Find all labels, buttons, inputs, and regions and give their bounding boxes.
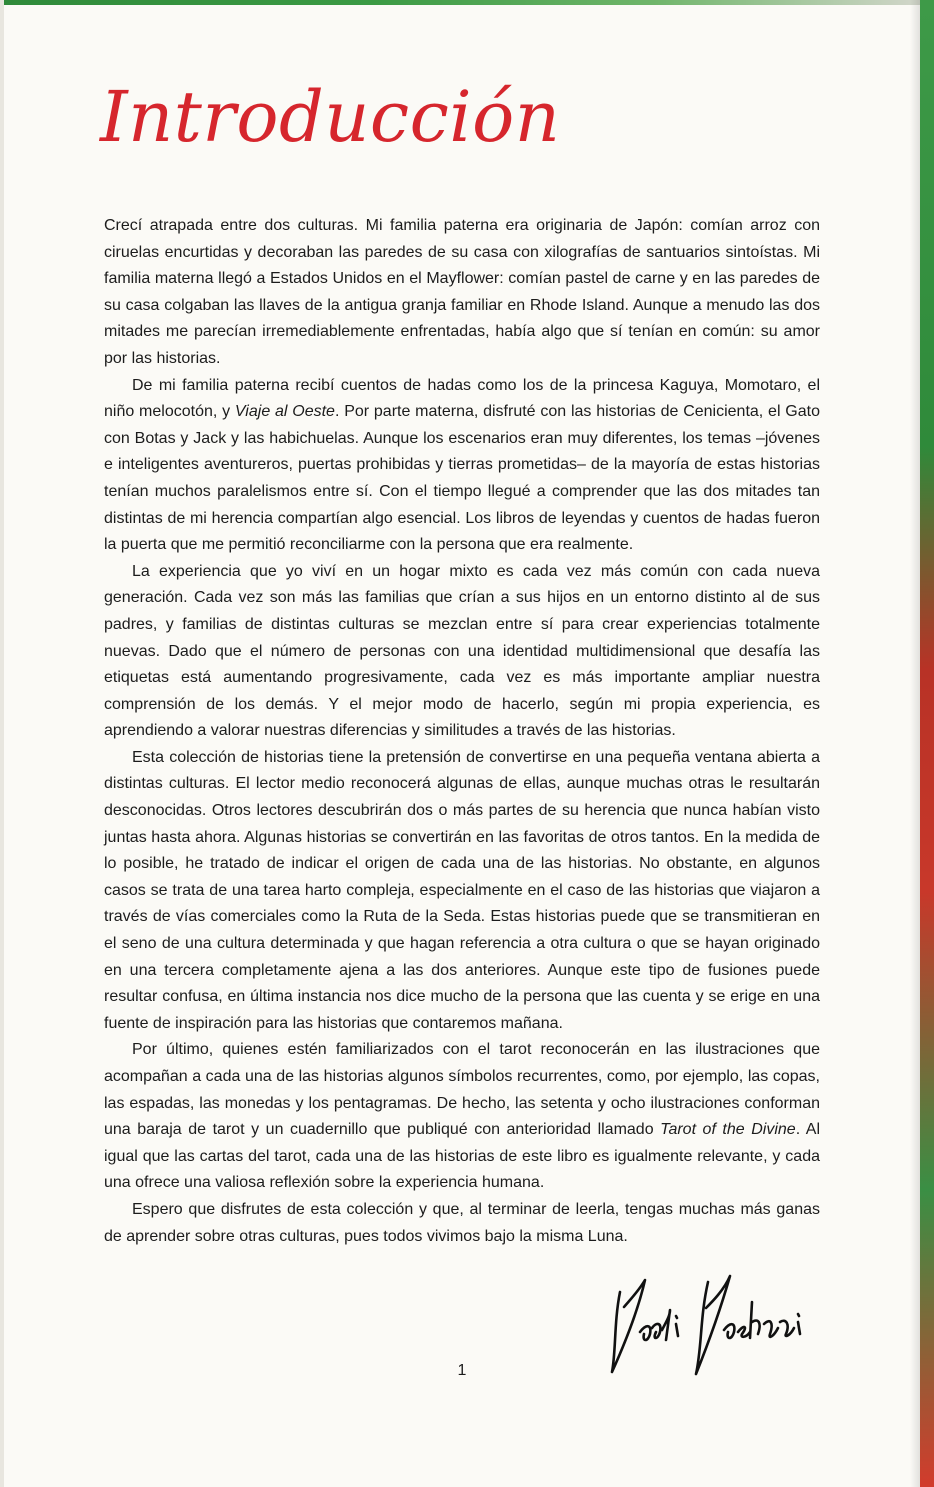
author-signature [600,1262,820,1382]
body-paragraph [104,745,820,1038]
body-text [104,213,820,1250]
body-paragraph [104,373,820,559]
body-paragraph [104,559,820,745]
paragraph-text: Esta colección de historias tiene la pretensión de convertirse en una pequeña ventana abierta a distintas culturas. El lector medio reconocerá algunas de ellas, aunque muchas otras le resultarán desconocidas. Otros lectores descubrirán dos o más partes de su herencia que nunca habían visto juntas hasta ahora. Algunas historias se convertirán en las favoritas de otros tantos. En la medida de lo posible, he tratado de indicar el origen de cada una de las historias. No obstante, en algunos casos se trata de una tarea harto compleja, especialmente en el caso de las historias que viajaron a través de vías comerciales como la Ruta de la Seda. Estas historias puede que se transmitieran en el seno de una cultura determinada y que hagan referencia a otra cultura o que se hayan originado en una tercera completamente ajena a las dos anteriores. Aunque este tipo de fusiones puede resultar confusa, en última instancia nos dice mucho de la persona que las cuenta y se erige en una fuente de inspiración para las historias que contaremos mañana. [104,748,820,1032]
italic-title: Viaje al Oeste [234,403,335,421]
paragraph-text: . Al igual que las cartas del tarot, cada una de las historias de este libro es igualmente relevante, y cada una ofrece una valiosa reflexión sobre la experiencia humana. [104,1121,821,1192]
paragraph-text: Por último, quienes estén familiarizados con el tarot reconocerán en las ilustraciones que acompañan a cada una de las historias algunos símbolos recurrentes, como, por ejemplo, las copas, las espadas, las monedas y los pentagramas. De hecho, las setenta y ocho ilustraciones conforman una baraja de tarot y un cuadernillo que publiqué con anterioridad llamado [104,1041,820,1139]
cover-edge-top [0,0,934,5]
page-title: Introducción [100,76,561,158]
paragraph-text: La experiencia que yo viví en un hogar mixto es cada vez más común con cada nueva generación. Cada vez son más las familias que crían a sus hijos en un entorno distinto al de sus padres, y familias de distintas culturas se mezclan entre sí para crear experiencias totalmente nuevas. Dado que el número de personas con una identidad multidimensional que desafía las etiquetas está aumentando progresivamente, cada vez es más importante ampliar nuestra comprensión de los demás. Y el mejor modo de hacerlo, según mi propia experiencia, es aprendiendo a valorar nuestras diferencias y similitudes a través de las historias. [104,562,820,740]
paragraph-text: Crecí atrapada entre dos culturas. Mi familia paterna era originaria de Japón: comían arroz con ciruelas encurtidas y decoraban las paredes de su casa con xilografías de santuarios sintoístas. Mi familia materna llegó a Estados Unidos en el Mayflower: comían pastel de carne y en las paredes de su casa colgaban las llaves de la antigua granja familiar en Rhode Island. Aunque a menudo las dos mitades me parecían irremediablemente enfrentadas, había algo que sí tenían en común: su amor por las historias. [104,217,820,367]
cover-edge-right [920,0,934,1487]
page-gutter-shadow [910,0,920,1487]
paragraph-text: . Por parte materna, disfruté con las historias de Cenicienta, el Gato con Botas y Jack y las habichuelas. Aunque los escenarios eran muy diferentes, los temas –jóvenes e inteligentes aventureros, puertas prohibidas y tierras prometidas– de la mayoría de estas historias tenían muchos paralelismos entre sí. Con el tiempo llegué a comprender que las dos mitades tan distintas de mi herencia compartían algo esencial. Los libros de leyendas y cuentos de hadas fueron la puerta que me permitió reconciliarme con la persona que era realmente. [104,403,820,554]
page-number: 1 [457,1362,467,1379]
italic-title: Tarot of the Divine [660,1121,796,1139]
body-paragraph [104,213,820,373]
page-edge-left [0,0,4,1487]
body-paragraph [104,1197,820,1250]
paragraph-text: De mi familia paterna recibí cuentos de hadas como los de la princesa Kaguya, Momotaro, el niño melocotón, y [104,376,820,421]
body-paragraph [104,1037,820,1197]
paragraph-text: Espero que disfrutes de esta colección y que, al terminar de leerla, tengas muchas más ganas de aprender sobre otras culturas, pues todos vivimos bajo la misma Luna. [104,1200,820,1245]
